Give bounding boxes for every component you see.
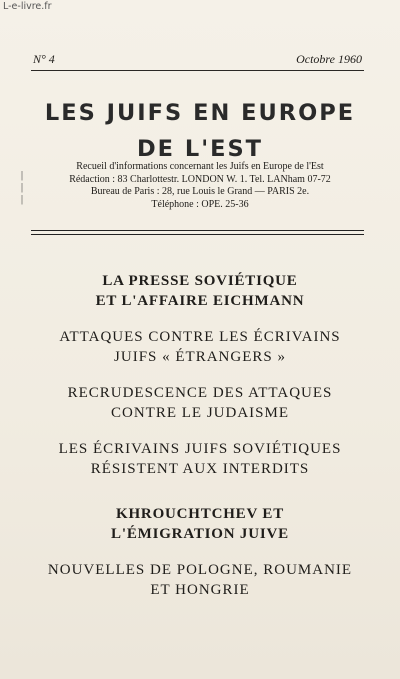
contents-line: RÉSISTENT AUX INTERDITS — [90, 460, 310, 477]
contents-line: ET L'AFFAIRE EICHMANN — [95, 292, 305, 309]
contents-line: L'ÉMIGRATION JUIVE — [111, 525, 289, 542]
info-line: Téléphone : OPE. 25-36 — [151, 198, 249, 210]
contents-line: LES ÉCRIVAINS JUIFS SOVIÉTIQUES — [58, 441, 342, 457]
info-line: Recueil d'informations concernant les Juifs en Europe de l'Est — [76, 161, 324, 172]
contents-item — [20, 440, 380, 479]
contents-item — [20, 328, 380, 367]
publication-info — [30, 161, 370, 211]
info-bracket: | | | — [21, 170, 24, 205]
contents-item — [20, 272, 380, 311]
contents-line: ATTAQUES CONTRE LES ÉCRIVAINS — [59, 329, 341, 345]
header-rule — [31, 70, 364, 71]
issue-number: N° 4 — [33, 52, 55, 66]
info-line: Rédaction : 83 Charlottestr. LONDON W. 1. Tel. LANham 07-72 — [69, 173, 331, 185]
watermark: L-e-livre.fr — [3, 1, 52, 12]
issue-date: Octobre 1960 — [296, 52, 362, 66]
contents-line: KHROUCHTCHEV ET — [116, 506, 284, 522]
contents-line: CONTRE LE JUDAISME — [111, 404, 289, 421]
contents-line: ET HONGRIE — [150, 581, 250, 598]
title-line-2: DE L'EST — [136, 136, 264, 162]
issue-header — [33, 52, 362, 67]
contents-line: RECRUDESCENCE DES ATTAQUES — [67, 385, 333, 401]
title-line-1: LES JUIFS EN EUROPE — [44, 100, 356, 126]
double-rule — [31, 230, 364, 235]
contents-line: JUIFS « ÉTRANGERS » — [114, 348, 286, 365]
contents-line: LA PRESSE SOVIÉTIQUE — [102, 273, 298, 289]
contents-line: NOUVELLES DE POLOGNE, ROUMANIE — [47, 562, 353, 578]
contents-item — [20, 561, 380, 600]
contents-item — [20, 384, 380, 423]
contents-item — [20, 505, 380, 544]
info-line: Bureau de Paris : 28, rue Louis le Grand — PARIS 2e. — [90, 186, 310, 197]
table-of-contents — [20, 272, 380, 617]
